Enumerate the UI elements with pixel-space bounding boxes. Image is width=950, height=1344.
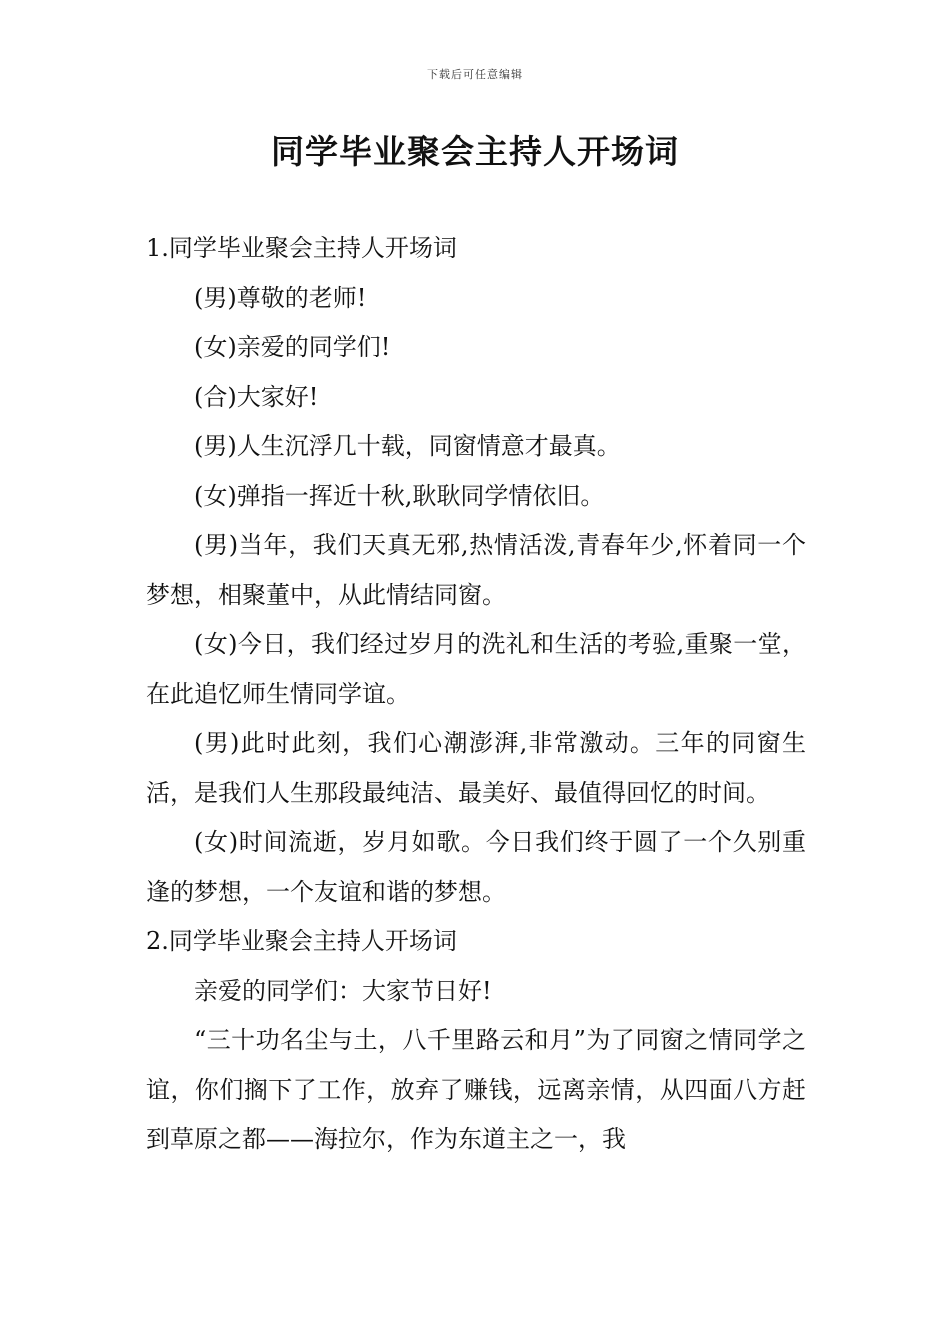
paragraph: 亲爱的同学们：大家节日好! — [194, 976, 492, 1005]
paragraph: (男)人生沉浮几十载，同窗情意才最真。 — [194, 432, 621, 460]
paragraph: (女)今日，我们经过岁月的洗礼和生活的考验,重聚一堂，在此追忆师生情同学谊。 — [146, 630, 806, 708]
paragraph: (男)此时此刻，我们心潮澎湃,非常激动。三年的同窗生活，是我们人生那段最纯洁、最美好、最值得回忆的时间。 — [146, 729, 806, 807]
page-header-note: 下载后可任意编辑 — [427, 68, 523, 81]
paragraph: (合)大家好! — [194, 382, 319, 411]
section-heading-2: 2.同学毕业聚会主持人开场词 — [146, 927, 457, 955]
document-body — [146, 224, 806, 1165]
paragraph: (女)时间流逝，岁月如歌。今日我们终于圆了一个久别重逢的梦想，一个友谊和谐的梦想。 — [146, 828, 806, 906]
paragraph: (女)弹指一挥近十秋,耿耿同学情依旧。 — [194, 481, 605, 510]
paragraph: (男)当年，我们天真无邪,热情活泼,青春年少,怀着同一个梦想，相聚董中，从此情结同窗。 — [146, 531, 806, 609]
document-title: 同学毕业聚会主持人开场词 — [271, 132, 679, 171]
paragraph: (女)亲爱的同学们! — [194, 333, 391, 361]
paragraph: (男)尊敬的老师! — [194, 283, 367, 312]
paragraph: “三十功名尘与土，八千里路云和月”为了同窗之情同学之谊，你们搁下了工作，放弃了赚钱，远离亲情，从四面八方赶到草原之都——海拉尔，作为东道主之一，我 — [146, 1026, 806, 1153]
section-heading-1: 1.同学毕业聚会主持人开场词 — [146, 234, 457, 262]
